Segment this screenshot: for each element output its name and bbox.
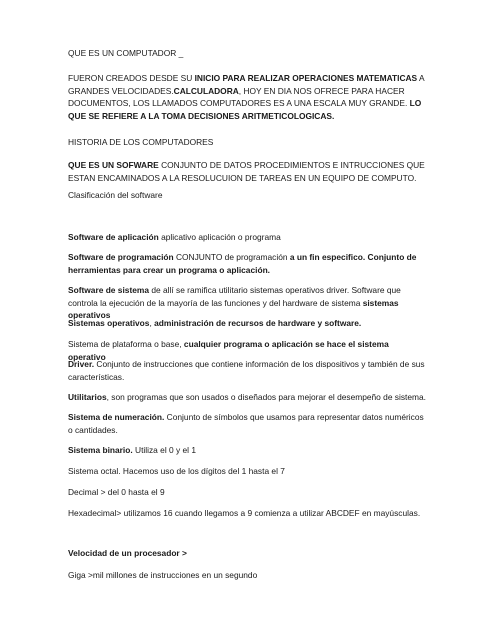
paragraph-giga: Giga >mil millones de instrucciones en un segundo xyxy=(68,570,258,580)
paragraph-velocidad-procesador: Velocidad de un procesador > xyxy=(68,548,187,558)
paragraph-software-aplicacion: Software de aplicación aplicativo aplicación o programa xyxy=(68,232,281,242)
paragraph-software-programacion: Software de programación CONJUNTO de programación a un fin especifico. Conjunto de herramientas para crear un programa o aplicación. xyxy=(68,252,417,275)
paragraph-computador: FUERON CREADOS DESDE SU INICIO PARA REALIZAR OPERACIONES MATEMATICAS A GRANDES VELOCIDADES.CALCULADORA, HOY EN DIA NOS OFRECE PARA HACER DOCUMENTOS, LOS LLAMADOS COMPUTADORES ES A UNA ESCALA MUY GRANDE. LO QUE SE REFIERE A LA TOMA DECISIONES ARITMETICOLOGICAS. xyxy=(68,73,425,121)
paragraph-sistema-binario: Sistema binario. Utiliza el 0 y el 1 xyxy=(68,445,197,455)
paragraph-sistema-numeracion: Sistema de numeración. Conjunto de símbolos que usamos para representar datos numéricos o cantidades. xyxy=(68,412,424,435)
paragraph-sistema-plataforma: Sistema de plataforma o base, cualquier programa o aplicación se hace el sistema operativo xyxy=(68,339,389,362)
heading-clasificacion: Clasificación del software xyxy=(68,190,163,200)
paragraph-sistemas-operativos: Sistemas operativos, administración de recursos de hardware y software. xyxy=(68,318,362,328)
paragraph-software-sistema: Software de sistema de allí se ramifica utilitario sistemas operativos driver. Software que controla la ejecución de la mayoría de las funciones y del hardware de sistema sistemas operativos xyxy=(68,285,401,320)
heading-historia: HISTORIA DE LOS COMPUTADORES xyxy=(68,137,214,147)
paragraph-software: QUE ES UN SOFWARE CONJUNTO DE DATOS PROCEDIMIENTOS E INTRUCCIONES QUE ESTAN ENCAMINADOS A LA RESOLUCUION DE TAREAS EN UN EQUIPO DE COMPUTO. xyxy=(68,160,425,183)
paragraph-utilitarios: Utilitarios, son programas que son usados o diseñados para mejorar el desempeño de sistema. xyxy=(68,392,426,402)
paragraph-decimal: Decimal > del 0 hasta el 9 xyxy=(68,487,165,497)
paragraph-driver: Driver. Conjunto de instrucciones que contiene información de los dispositivos y también de sus características. xyxy=(68,359,425,382)
paragraph-hexadecimal: Hexadecimal> utilizamos 16 cuando llegamos a 9 comienza a utilizar ABCDEF en mayúsculas. xyxy=(68,508,421,518)
paragraph-sistema-octal: Sistema octal. Hacemos uso de los dígitos del 1 hasta el 7 xyxy=(68,466,285,476)
page-title: QUE ES UN COMPUTADOR _ xyxy=(68,48,184,58)
